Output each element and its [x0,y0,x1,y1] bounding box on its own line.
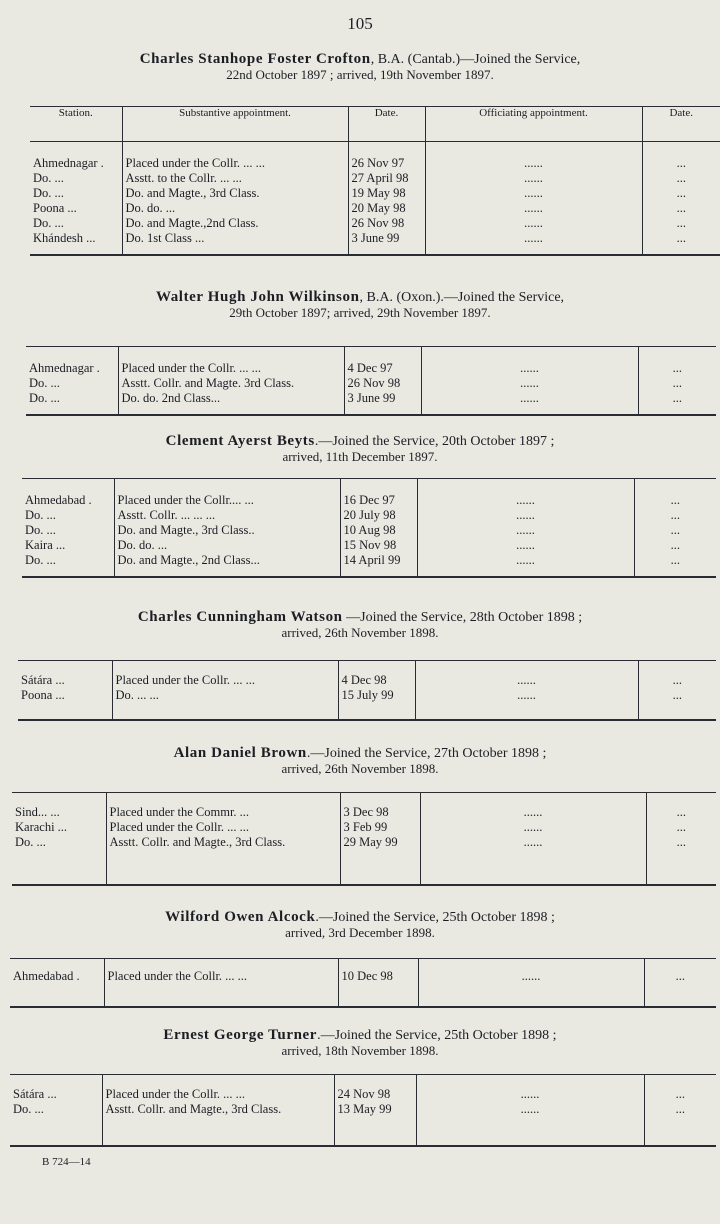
table-row [10,1102,716,1146]
officer-name: Walter Hugh John Wilkinson [155,289,360,305]
officer-entry [0,610,720,640]
officer-arrival: 22nd October 1897 ; arrived, 19th November 1897. [226,67,494,82]
table-row [22,553,716,577]
officer-name: Charles Stanhope Foster Crofton [139,51,371,67]
officer-entry [0,434,720,464]
date-cell: 10 Aug 98 [340,523,417,538]
officiating-cell: ...... [421,376,638,391]
officiating-cell: ...... [425,216,642,231]
date-cell: 15 July 99 [338,688,415,720]
table-row [26,376,716,391]
date2-cell: ... [638,361,716,376]
date2-cell: ... [642,186,720,201]
officiating-cell: ...... [421,391,638,415]
station-cell: Ahmedabad . [13,968,80,983]
date2-cell: ... [644,1102,716,1146]
station-cell: Kaira ... [25,537,66,552]
station-cell: Do. ... [33,170,64,185]
table-row [18,673,716,688]
date-cell: 14 April 99 [340,553,417,577]
date2-cell: ... [638,391,716,415]
substantive-cell: Placed under the Collr. ... ... [106,820,340,835]
officer-qualification: , B.A. (Cantab.)—Joined the Service, [370,52,581,67]
officer-arrival: arrived, 11th December 1897. [282,449,438,464]
officer-arrival: arrived, 3rd December 1898. [285,925,435,940]
date2-cell: ... [642,216,720,231]
substantive-cell: Do. and Magte., 3rd Class.. [114,523,340,538]
date2-cell: ... [638,673,716,688]
station-cell: Do. ... [25,507,56,522]
officer-qualification: , B.A. (Oxon.).—Joined the Service, [359,290,565,305]
station-cell: Poona ... [21,687,65,702]
date-cell: 26 Nov 97 [348,156,425,171]
appointments-table [30,106,720,256]
officiating-cell: ...... [421,361,638,376]
station-cell: Sátára ... [13,1086,57,1101]
appointments-table [10,958,716,1008]
officiating-cell: ...... [420,820,646,835]
table-row [26,361,716,376]
table-row [10,969,716,1007]
table-row [30,171,720,186]
officer-arrival: 29th October 1897; arrived, 29th November 1897. [229,305,491,320]
table-row [22,508,716,523]
date-cell: 4 Dec 97 [344,361,421,376]
date2-cell: ... [638,376,716,391]
table-row [26,391,716,415]
officer-name: Alan Daniel Brown [173,745,307,761]
date2-cell: ... [634,523,716,538]
table-row [30,231,720,255]
officer-name: Wilford Owen Alcock [165,909,316,925]
date2-cell: ... [634,508,716,523]
station-cell: Ahmednagar . [29,360,100,375]
substantive-cell: Do. do. ... [122,201,348,216]
date-cell: 20 July 98 [340,508,417,523]
table-row [18,688,716,720]
substantive-cell: Placed under the Collr. ... ... [112,673,338,688]
officer-name: Clement Ayerst Beyts [165,433,315,449]
substantive-cell: Asstt. Collr. and Magte. 3rd Class. [118,376,344,391]
substantive-cell: Do. do. 2nd Class... [118,391,344,415]
officer-heading [0,746,720,776]
officer-name: Charles Cunningham Watson [137,609,343,625]
appointments-table [22,478,716,578]
officiating-cell: ...... [416,1087,644,1102]
date-cell: 13 May 99 [334,1102,416,1146]
officer-qualification: .—Joined the Service, 25th October 1898 ; [315,910,555,925]
substantive-cell: Placed under the Collr. ... ... [118,361,344,376]
substantive-cell: Asstt. Collr. ... ... ... [114,508,340,523]
station-cell: Do. ... [29,390,60,405]
officer-heading [0,1028,720,1058]
date-cell: 20 May 98 [348,201,425,216]
table-row [22,538,716,553]
officer-arrival: arrived, 18th November 1898. [281,1043,439,1058]
appointments-table [18,660,716,721]
substantive-cell: Do. and Magte., 2nd Class... [114,553,340,577]
station-cell: Poona ... [33,200,77,215]
substantive-cell: Placed under the Collr.... ... [114,493,340,508]
station-cell: Do. ... [15,834,46,849]
officiating-cell: ...... [420,835,646,885]
station-cell: Sátára ... [21,672,65,687]
station-cell: Do. ... [29,375,60,390]
officiating-cell: ...... [425,186,642,201]
page-number: 105 [347,14,373,33]
officiating-cell: ...... [416,1102,644,1146]
station-cell: Ahmedabad . [25,492,92,507]
officiating-cell: ...... [425,231,642,255]
appointments-table [12,792,716,886]
officer-heading [0,610,720,640]
appointments-table [10,1074,716,1147]
date2-cell: ... [644,1087,716,1102]
date-cell: 27 April 98 [348,171,425,186]
date2-cell: ... [646,820,716,835]
officer-qualification: .—Joined the Service, 20th October 1897 ; [314,434,555,449]
date-cell: 16 Dec 97 [340,493,417,508]
officiating-cell: ...... [417,493,634,508]
officiating-cell: ...... [420,805,646,820]
officer-entry [0,746,720,776]
table-row [30,156,720,171]
officer-heading [0,290,720,320]
substantive-cell: Placed under the Collr. ... ... [104,969,338,1007]
substantive-cell: Asstt. to the Collr. ... ... [122,171,348,186]
officer-qualification: .—Joined the Service, 25th October 1898 ; [317,1028,557,1043]
date-cell: 3 Feb 99 [340,820,420,835]
date2-cell: ... [642,171,720,186]
station-cell: Do. ... [33,215,64,230]
officiating-cell: ...... [417,508,634,523]
date-cell: 15 Nov 98 [340,538,417,553]
date2-cell: ... [642,231,720,255]
officer-entry [0,910,720,940]
column-header-date: Date. [348,107,425,142]
date-cell: 26 Nov 98 [348,216,425,231]
station-cell: Sind... ... [15,804,60,819]
officiating-cell: ...... [425,156,642,171]
substantive-cell: Placed under the Commr. ... [106,805,340,820]
column-header-officiating: Officiating appointment. [425,107,642,142]
date2-cell: ... [646,805,716,820]
officer-entry [0,1028,720,1058]
date-cell: 3 Dec 98 [340,805,420,820]
table-row [30,186,720,201]
substantive-cell: Do. ... ... [112,688,338,720]
substantive-cell: Do. and Magte., 3rd Class. [122,186,348,201]
officiating-cell: ...... [417,553,634,577]
table-row [12,835,716,885]
officiating-cell: ...... [425,171,642,186]
station-cell: Do. ... [13,1101,44,1116]
substantive-cell: Asstt. Collr. and Magte., 3rd Class. [106,835,340,885]
date2-cell: ... [634,493,716,508]
officer-heading [0,434,720,464]
officer-name: Ernest George Turner [163,1027,318,1043]
date-cell: 24 Nov 98 [334,1087,416,1102]
date2-cell: ... [644,969,716,1007]
date2-cell: ... [642,201,720,216]
officer-qualification: .—Joined the Service, 27th October 1898 ; [306,746,547,761]
table-row [10,1087,716,1102]
officiating-cell: ...... [415,673,638,688]
table-row [12,820,716,835]
column-header-date-2: Date. [642,107,720,142]
officer-entry [0,52,720,82]
substantive-cell: Placed under the Collr. ... ... [122,156,348,171]
station-cell: Do. ... [25,522,56,537]
date2-cell: ... [638,688,716,720]
officiating-cell: ...... [417,538,634,553]
date2-cell: ... [646,835,716,885]
station-cell: Karachi ... [15,819,68,834]
appointments-table [26,346,716,416]
footer-signature-mark: B 724—14 [42,1156,91,1168]
date2-cell: ... [634,538,716,553]
column-header-substantive: Substantive appointment. [122,107,348,142]
station-cell: Do. ... [33,185,64,200]
station-cell: Ahmednagar . [33,155,104,170]
officer-arrival: arrived, 26th November 1898. [281,625,439,640]
officiating-cell: ...... [417,523,634,538]
officer-heading [0,52,720,82]
date2-cell: ... [634,553,716,577]
officer-arrival: arrived, 26th November 1898. [281,761,439,776]
table-row [22,493,716,508]
substantive-cell: Do. do. ... [114,538,340,553]
date-cell: 29 May 99 [340,835,420,885]
officiating-cell: ...... [425,201,642,216]
officiating-cell: ...... [415,688,638,720]
officer-qualification: —Joined the Service, 28th October 1898 ; [342,610,583,625]
date-cell: 26 Nov 98 [344,376,421,391]
station-cell: Khándesh ... [33,230,96,245]
substantive-cell: Do. and Magte.,2nd Class. [122,216,348,231]
table-row [22,523,716,538]
date-cell: 3 June 99 [348,231,425,255]
officiating-cell: ...... [418,969,644,1007]
table-row [30,201,720,216]
date-cell: 10 Dec 98 [338,969,418,1007]
column-header-station: Station. [30,107,122,142]
date-cell: 19 May 98 [348,186,425,201]
officer-heading [0,910,720,940]
table-row [12,805,716,820]
table-row [30,216,720,231]
substantive-cell: Asstt. Collr. and Magte., 3rd Class. [102,1102,334,1146]
date-cell: 3 June 99 [344,391,421,415]
substantive-cell: Placed under the Collr. ... ... [102,1087,334,1102]
station-cell: Do. ... [25,552,56,567]
substantive-cell: Do. 1st Class ... [122,231,348,255]
officer-entry [0,290,720,320]
date-cell: 4 Dec 98 [338,673,415,688]
date2-cell: ... [642,156,720,171]
